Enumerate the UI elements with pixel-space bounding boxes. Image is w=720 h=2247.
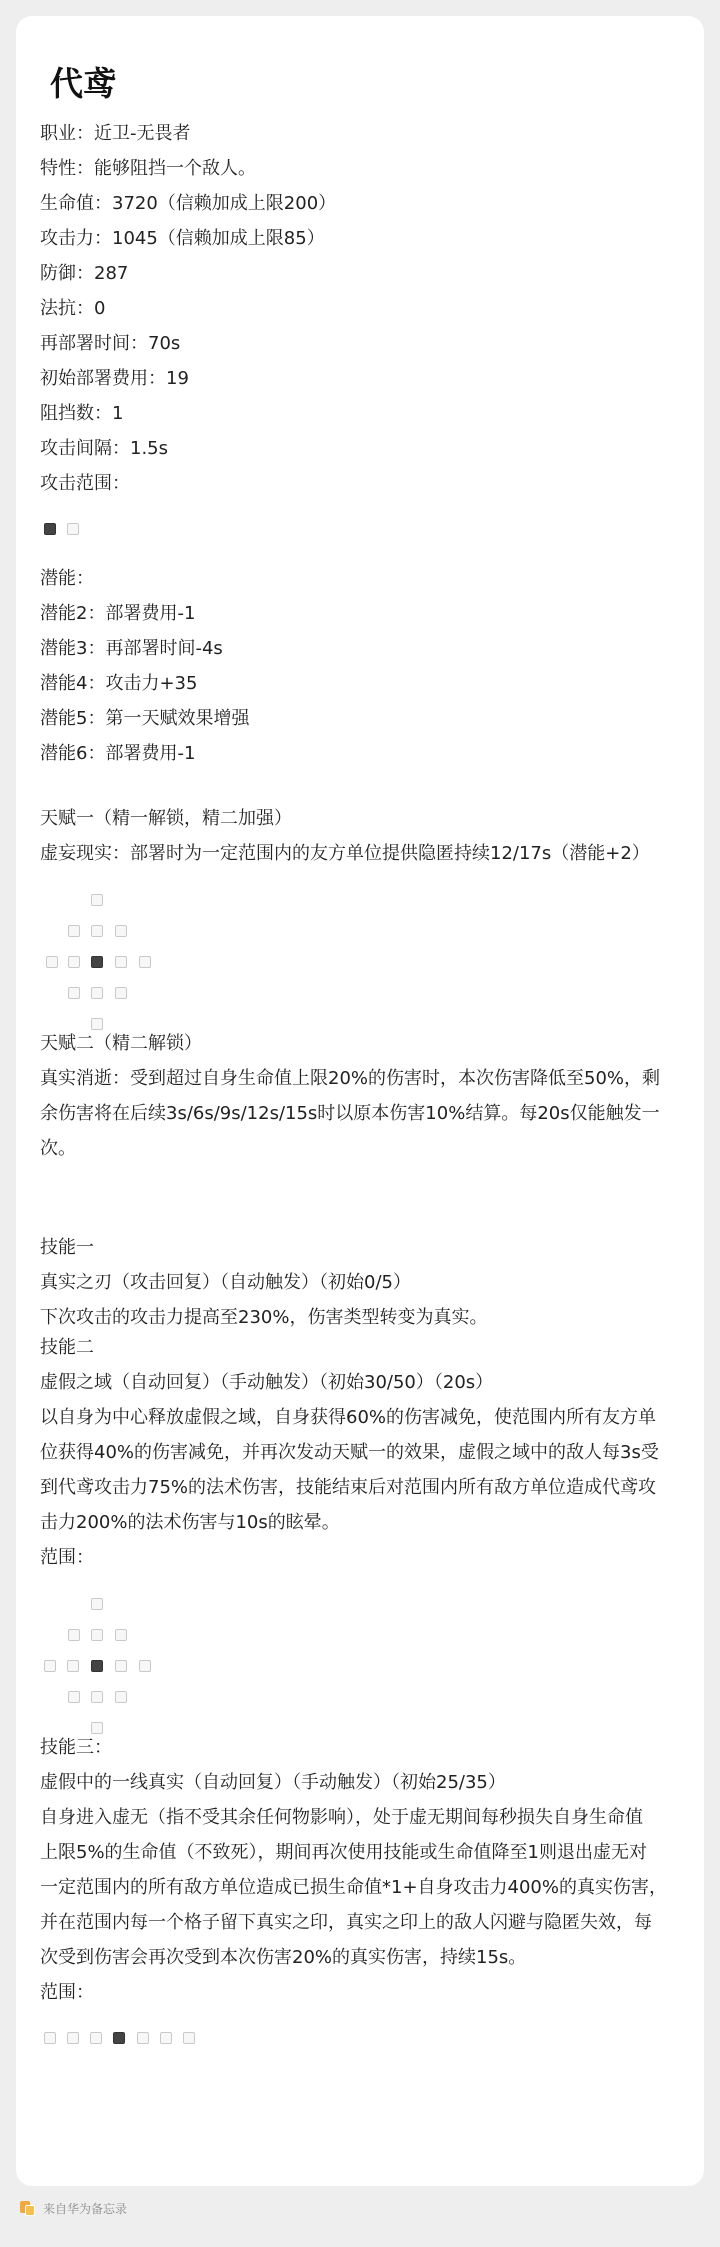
range-cell <box>44 2032 56 2044</box>
memo-line-profession: 职业：近卫-无畏者 <box>40 123 191 144</box>
range-cell <box>46 956 58 968</box>
range-cell <box>160 2032 172 2044</box>
memo-line-skill3-range: 范围： <box>40 1982 94 2003</box>
memo-line-skill3-name: 虚假中的一线真实（自动回复）（手动触发）（初始25/35） <box>40 1772 506 1793</box>
memo-line-range-label: 攻击范围： <box>40 473 130 494</box>
memo-line-skill3-l1: 自身进入虚无（指不受其余任何物影响），处于虚无期间每秒损失自身生命值 <box>40 1807 643 1828</box>
memo-line-skill2-l2: 位获得40%的伤害减免，并再次发动天赋一的效果，虚假之域中的敌人每3s受 <box>40 1442 659 1463</box>
memo-line-trait: 特性：能够阻挡一个敌人。 <box>40 158 256 179</box>
footer-text: 来自华为备忘录 <box>43 2201 128 2216</box>
range-cell <box>137 2032 149 2044</box>
range-cell <box>139 1660 151 1672</box>
range-cell <box>115 987 127 999</box>
memo-line-skill2-range: 范围： <box>40 1547 94 1568</box>
range-cell <box>115 1660 127 1672</box>
range-cell <box>90 2032 102 2044</box>
range-cell <box>91 925 103 937</box>
range-cell-operator <box>91 956 103 968</box>
range-cell <box>67 2032 79 2044</box>
memo-line-talent1-title: 天赋一（精一解锁，精二加强） <box>40 808 292 829</box>
memo-line-res: 法抗：0 <box>40 298 106 319</box>
memo-line-talent1-desc: 虚妄现实：部署时为一定范围内的友方单位提供隐匿持续12/17s（潜能+2） <box>40 843 650 864</box>
memo-line-potential-2: 潜能2：部署费用-1 <box>40 603 196 624</box>
memo-line-potential-3: 潜能3：再部署时间-4s <box>40 638 223 659</box>
range-cell <box>67 523 79 535</box>
range-cell <box>115 925 127 937</box>
range-cell <box>68 987 80 999</box>
memo-line-potential-4: 潜能4：攻击力+35 <box>40 673 198 694</box>
range-cell <box>67 1660 79 1672</box>
range-cell <box>91 1598 103 1610</box>
range-cell <box>91 1629 103 1641</box>
memo-line-potential-5: 潜能5：第一天赋效果增强 <box>40 708 250 729</box>
range-cell <box>68 1629 80 1641</box>
range-cell <box>115 956 127 968</box>
range-cell <box>91 1018 103 1030</box>
memo-line-interval: 攻击间隔：1.5s <box>40 438 169 459</box>
range-cell <box>91 987 103 999</box>
range-cell <box>91 894 103 906</box>
memo-line-skill2-name: 虚假之域（自动回复）（手动触发）（初始30/50）（20s） <box>40 1372 494 1393</box>
memo-line-atk: 攻击力：1045（信赖加成上限85） <box>40 228 325 249</box>
memo-line-hp: 生命值：3720（信赖加成上限200） <box>40 193 337 214</box>
memo-line-skill2-l3: 到代鸢攻击力75%的法术伤害，技能结束后对范围内所有敌方单位造成代鸢攻 <box>40 1477 657 1498</box>
memo-line-skill3-title: 技能三： <box>40 1737 112 1758</box>
range-cell <box>115 1691 127 1703</box>
memo-line-skill1-desc: 下次攻击的攻击力提高至230%，伤害类型转变为真实。 <box>40 1307 488 1328</box>
memo-line-block: 阻挡数：1 <box>40 403 124 424</box>
memo-line-skill3-l2: 上限5%的生命值（不致死），期间再次使用技能或生命值降至1则退出虚无对 <box>40 1842 648 1863</box>
memo-line-skill3-l3: 一定范围内的所有敌方单位造成已损生命值*1+自身攻击力400%的真实伤害， <box>40 1877 667 1898</box>
range-cell <box>68 1691 80 1703</box>
memo-line-skill2-l1: 以自身为中心释放虚假之域，自身获得60%的伤害减免，使范围内所有友方单 <box>40 1407 657 1428</box>
memo-line-cost: 初始部署费用：19 <box>40 368 189 389</box>
memo-app-icon <box>20 2201 35 2216</box>
memo-line-talent2-l1: 真实消逝：受到超过自身生命值上限20%的伤害时，本次伤害降低至50%，剩 <box>40 1068 661 1089</box>
memo-line-skill1-name: 真实之刃（攻击回复）（自动触发）（初始0/5） <box>40 1272 411 1293</box>
footer-source <box>20 2196 127 2220</box>
range-cell <box>44 1660 56 1672</box>
memo-line-talent2-l2: 余伤害将在后续3s/6s/9s/12s/15s时以原本伤害10%结算。每20s仅能触发一 <box>40 1103 660 1124</box>
range-cell-operator <box>113 2032 125 2044</box>
memo-line-talent2-l3: 次。 <box>40 1138 76 1159</box>
range-cell <box>68 956 80 968</box>
memo-line-redeploy: 再部署时间：70s <box>40 333 181 354</box>
memo-line-potential-title: 潜能： <box>40 568 94 589</box>
memo-line-talent2-title: 天赋二（精二解锁） <box>40 1033 202 1054</box>
memo-line-def: 防御：287 <box>40 263 129 284</box>
page-title: 代鸢 <box>50 64 116 103</box>
range-cell-operator <box>44 523 56 535</box>
range-cell <box>115 1629 127 1641</box>
memo-line-skill3-l4: 并在范围内每一个格子留下真实之印，真实之印上的敌人闪避与隐匿失效，每 <box>40 1912 652 1933</box>
memo-line-skill2-l4: 击力200%的法术伤害与10s的眩晕。 <box>40 1512 340 1533</box>
range-cell <box>91 1722 103 1734</box>
range-cell-operator <box>91 1660 103 1672</box>
range-cell <box>68 925 80 937</box>
memo-line-potential-6: 潜能6：部署费用-1 <box>40 743 196 764</box>
memo-line-skill2-title: 技能二 <box>40 1337 94 1358</box>
memo-line-skill3-l5: 次受到伤害会再次受到本次伤害20%的真实伤害，持续15s。 <box>40 1947 527 1968</box>
range-cell <box>139 956 151 968</box>
memo-line-skill1-title: 技能一 <box>40 1237 94 1258</box>
range-cell <box>183 2032 195 2044</box>
range-cell <box>91 1691 103 1703</box>
